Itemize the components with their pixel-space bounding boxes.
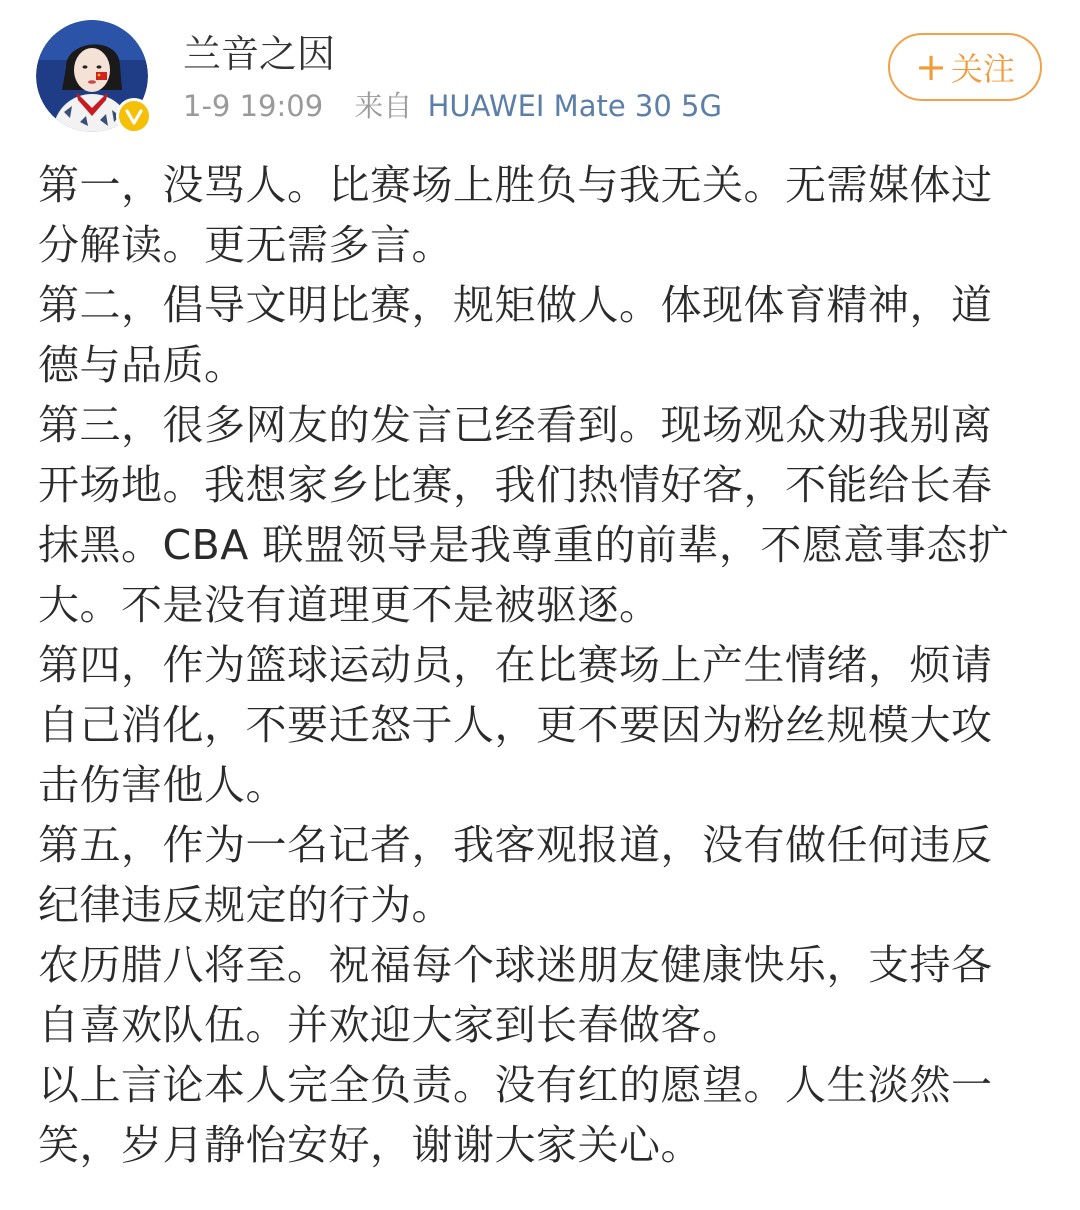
plus-icon: + — [915, 45, 947, 89]
post-paragraph: 第三，很多网友的发言已经看到。现场观众劝我别离开场地。我想家乡比赛，我们热情好客，不能给长春抹黑。CBA 联盟领导是我尊重的前辈，不愿意事态扩大。不是没有道理更不是被驱逐。 — [38, 401, 1010, 629]
post-paragraph: 第一，没骂人。比赛场上胜负与我无关。无需媒体过分解读。更无需多言。 — [38, 161, 993, 269]
post-body — [38, 155, 1023, 1175]
post-paragraph: 农历腊八将至。祝福每个球迷朋友健康快乐，支持各自喜欢队伍。并欢迎大家到长春做客。 — [38, 941, 993, 1049]
follow-button[interactable] — [888, 33, 1042, 101]
post-paragraph: 以上言论本人完全负责。没有红的愿望。人生淡然一笑，岁月静怡安好，谢谢大家关心。 — [38, 1061, 993, 1169]
source-prefix: 来自 — [354, 89, 413, 123]
verified-badge-icon — [116, 98, 152, 134]
follow-label: 关注 — [950, 50, 1015, 88]
post-meta — [183, 86, 722, 126]
post-paragraph: 第二，倡导文明比赛，规矩做人。体现体育精神，道德与品质。 — [38, 281, 993, 389]
verified-check-icon — [123, 105, 145, 127]
avatar-container[interactable] — [36, 20, 148, 132]
author-name[interactable]: 兰音之因 — [183, 32, 336, 76]
post-time: 1-9 19:09 — [183, 89, 324, 123]
source-device-link[interactable]: HUAWEI Mate 30 5G — [427, 89, 722, 123]
post-header — [0, 0, 1080, 140]
post-paragraph: 第五，作为一名记者，我客观报道，没有做任何违反纪律违反规定的行为。 — [38, 821, 993, 929]
post-paragraph: 第四，作为篮球运动员，在比赛场上产生情绪，烦请自己消化，不要迁怒于人，更不要因为粉丝规模大攻击伤害他人。 — [38, 641, 993, 809]
